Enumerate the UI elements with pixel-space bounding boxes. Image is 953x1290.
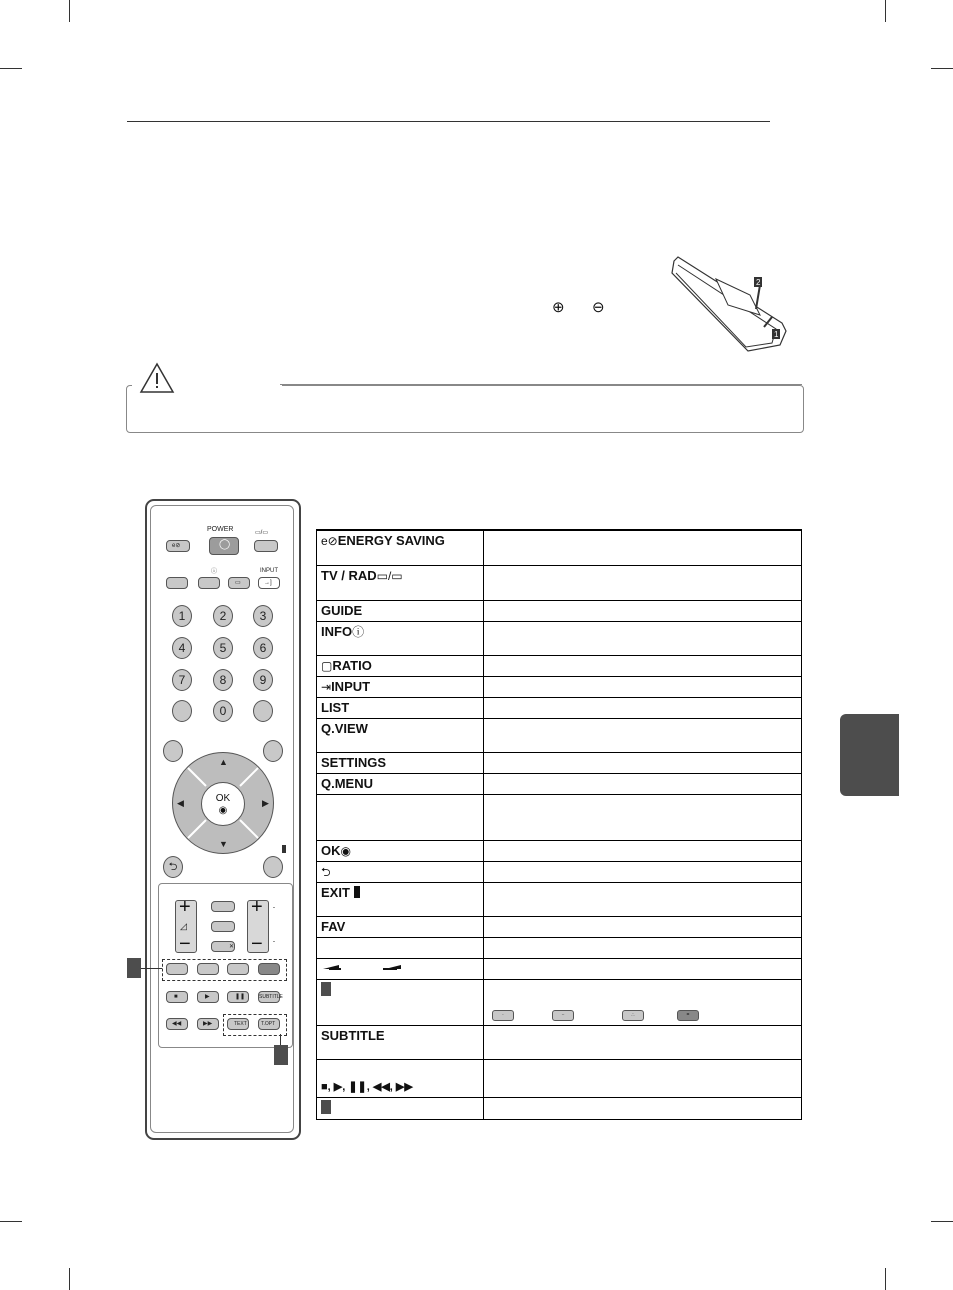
back-icon: ⮌ (321, 864, 331, 879)
row-key (317, 752, 484, 773)
page-arrows-icon (321, 961, 411, 973)
row-description (484, 979, 802, 1025)
row-label: RATIO (332, 657, 372, 673)
table-row (317, 718, 802, 752)
table-row (317, 794, 802, 840)
number-0-button[interactable]: 0 (213, 700, 233, 722)
table-row (317, 958, 802, 979)
callout-1-icon (321, 982, 331, 996)
t-opt-label: T.OPT (261, 1021, 276, 1027)
plus-icon: ⊕ (552, 299, 565, 316)
table-row (317, 697, 802, 718)
ok-dot-icon: ◉ (218, 805, 228, 816)
row-description (484, 958, 802, 979)
page-down-icon: ˇ (273, 942, 275, 948)
row-key (317, 916, 484, 937)
callout-1-line (140, 968, 162, 969)
row-key (317, 600, 484, 621)
tv-radio-icon: ▭/▭ (255, 530, 269, 536)
table-row (317, 600, 802, 621)
channel-plus-icon: + (251, 896, 263, 918)
row-label: Q.VIEW (321, 720, 368, 736)
row-key (317, 979, 484, 1025)
ok-button[interactable] (201, 782, 245, 826)
row-key (317, 882, 484, 916)
arrow-up-icon[interactable]: ▲ (219, 757, 228, 767)
row-description (484, 697, 802, 718)
table-row (317, 882, 802, 916)
button-function-table (316, 529, 802, 1120)
q-view-button[interactable] (253, 700, 273, 722)
header-rule (127, 121, 770, 122)
row-label: FAV (321, 918, 346, 934)
volume-icon: ◿ (180, 921, 187, 931)
crop-mark (69, 1268, 70, 1290)
table-row (317, 565, 802, 600)
tv-rad-button[interactable] (254, 540, 278, 552)
back-button[interactable]: ⮌ (163, 856, 183, 878)
table-row (317, 840, 802, 861)
power-icon: ◯ (219, 539, 231, 550)
yellow-key-sample: ∴ (622, 1010, 644, 1021)
number-1-button[interactable]: 1 (172, 605, 192, 627)
callout-1-badge (127, 958, 141, 978)
row-label: EXIT (321, 884, 350, 900)
row-key (317, 937, 484, 958)
number-6-button[interactable]: 6 (253, 637, 273, 659)
row-description (484, 937, 802, 958)
crop-mark (0, 1221, 22, 1222)
number-5-button[interactable]: 5 (213, 637, 233, 659)
table-row (317, 773, 802, 794)
blue-key-sample: = (677, 1010, 699, 1021)
caution-box (126, 385, 804, 433)
crop-mark (931, 68, 953, 69)
blue-button[interactable] (258, 963, 280, 975)
row-description (484, 916, 802, 937)
table-row (317, 937, 802, 958)
row-label: ENERGY SAVING (337, 533, 445, 548)
table-row (317, 655, 802, 676)
row-key (317, 958, 484, 979)
row-key (317, 773, 484, 794)
yellow-button[interactable] (227, 963, 249, 975)
table-row (317, 861, 802, 882)
crop-mark (931, 1221, 953, 1222)
mute-icon: ✕ (229, 944, 235, 950)
table-row (317, 530, 802, 565)
table-row (317, 676, 802, 697)
fast-forward-icon: ▶▶ (203, 1021, 213, 1027)
row-key (317, 794, 484, 840)
number-3-button[interactable]: 3 (253, 605, 273, 627)
minus-icon: ⊖ (592, 299, 605, 316)
ratio-icon: ▢ (321, 658, 333, 673)
battery-cover-diagram (668, 255, 788, 355)
crop-mark (69, 0, 70, 22)
volume-plus-icon: + (179, 896, 191, 918)
green-key-sample: ·· (552, 1010, 574, 1021)
row-label: TV / RAD (321, 567, 377, 583)
row-description (484, 565, 802, 600)
arrow-down-icon[interactable]: ▼ (219, 839, 228, 849)
step-2-label: 2 (756, 278, 761, 287)
input-small-icon: →] (264, 580, 272, 586)
row-key (317, 697, 484, 718)
step-1-label: 1 (774, 330, 779, 339)
row-key (317, 565, 484, 600)
row-label: INPUT (331, 678, 371, 694)
info-small-icon: ⓘ (211, 569, 218, 575)
callout-2-badge (274, 1045, 288, 1065)
row-description (484, 600, 802, 621)
text-label: TEXT (234, 1021, 247, 1027)
table-row (317, 1059, 802, 1097)
row-description (484, 861, 802, 882)
crop-mark (885, 0, 886, 22)
red-button[interactable] (166, 963, 188, 975)
row-key (317, 1025, 484, 1059)
row-description (484, 773, 802, 794)
table-row (317, 1097, 802, 1119)
ok-label: OK (215, 793, 231, 804)
row-label: GUIDE (321, 602, 363, 618)
row-key (317, 655, 484, 676)
number-8-button[interactable]: 8 (213, 669, 233, 691)
play-icon: ▶ (205, 994, 210, 1000)
row-key (317, 840, 484, 861)
row-description (484, 655, 802, 676)
green-button[interactable] (197, 963, 219, 975)
chapter-tab (840, 714, 899, 796)
table-row (317, 621, 802, 655)
number-2-button[interactable]: 2 (213, 605, 233, 627)
list-button[interactable] (172, 700, 192, 722)
ok-icon: ◉ (340, 843, 351, 858)
crop-mark (0, 68, 22, 69)
input-icon: ⇥ (321, 679, 332, 694)
table-row (317, 979, 802, 1025)
volume-minus-icon: − (179, 933, 191, 955)
rewind-icon: ◀◀ (172, 1021, 182, 1027)
row-description (484, 752, 802, 773)
row-key (317, 676, 484, 697)
page-up-icon: ˆ (273, 908, 275, 914)
row-description (484, 1025, 802, 1059)
tv-radio-icon: ▭/▭ (376, 568, 403, 583)
row-label: SETTINGS (321, 754, 387, 770)
playback-icons: ■, ▶, ❚❚, ◀◀, ▶▶ (321, 1080, 413, 1093)
row-description (484, 1059, 802, 1097)
row-label: INFO (321, 623, 353, 639)
table-row (317, 1025, 802, 1059)
power-label: POWER (207, 526, 234, 533)
caution-rule (280, 384, 802, 385)
ratio-lower-button[interactable] (211, 921, 235, 932)
stop-icon: ■ (174, 994, 178, 1000)
arrow-right-icon[interactable]: ▶ (262, 798, 269, 808)
row-key (317, 861, 484, 882)
row-key (317, 1059, 484, 1097)
guide-button[interactable] (166, 577, 188, 589)
row-description (484, 676, 802, 697)
row-key (317, 530, 484, 565)
row-key (317, 1097, 484, 1119)
red-key-sample: · (492, 1010, 514, 1021)
exit-button[interactable] (263, 856, 283, 878)
callout-2-icon (321, 1100, 331, 1114)
arrow-left-icon[interactable]: ◀ (177, 798, 184, 808)
warning-triangle-icon (139, 362, 175, 394)
row-description (484, 882, 802, 916)
row-description (484, 530, 802, 565)
exit-icon (354, 886, 360, 898)
table-row (317, 752, 802, 773)
table-row (317, 916, 802, 937)
row-description (484, 1097, 802, 1119)
energy-saving-icon: e⊘ (321, 534, 338, 548)
exit-icon (282, 845, 286, 853)
row-label: OK (321, 842, 341, 858)
number-7-button[interactable]: 7 (172, 669, 192, 691)
row-description (484, 794, 802, 840)
row-label: SUBTITLE (321, 1027, 385, 1043)
crop-mark (885, 1268, 886, 1290)
ratio-small-icon: ▭ (235, 580, 241, 586)
fav-button[interactable] (211, 901, 235, 912)
row-description (484, 718, 802, 752)
energy-saving-icon: e⊘ (172, 543, 181, 549)
row-key (317, 718, 484, 752)
number-9-button[interactable]: 9 (253, 669, 273, 691)
pause-icon: ❚❚ (235, 994, 246, 1000)
row-description (484, 621, 802, 655)
number-4-button[interactable]: 4 (172, 637, 192, 659)
row-description (484, 840, 802, 861)
row-label: LIST (321, 699, 350, 715)
row-label: Q.MENU (321, 775, 373, 791)
info-button[interactable] (198, 577, 220, 589)
subtitle-label: SUBTITLE (259, 994, 283, 1000)
channel-minus-icon: − (251, 933, 263, 955)
input-label: INPUT (260, 568, 278, 574)
info-icon: ⓘ (352, 624, 365, 639)
row-key (317, 621, 484, 655)
